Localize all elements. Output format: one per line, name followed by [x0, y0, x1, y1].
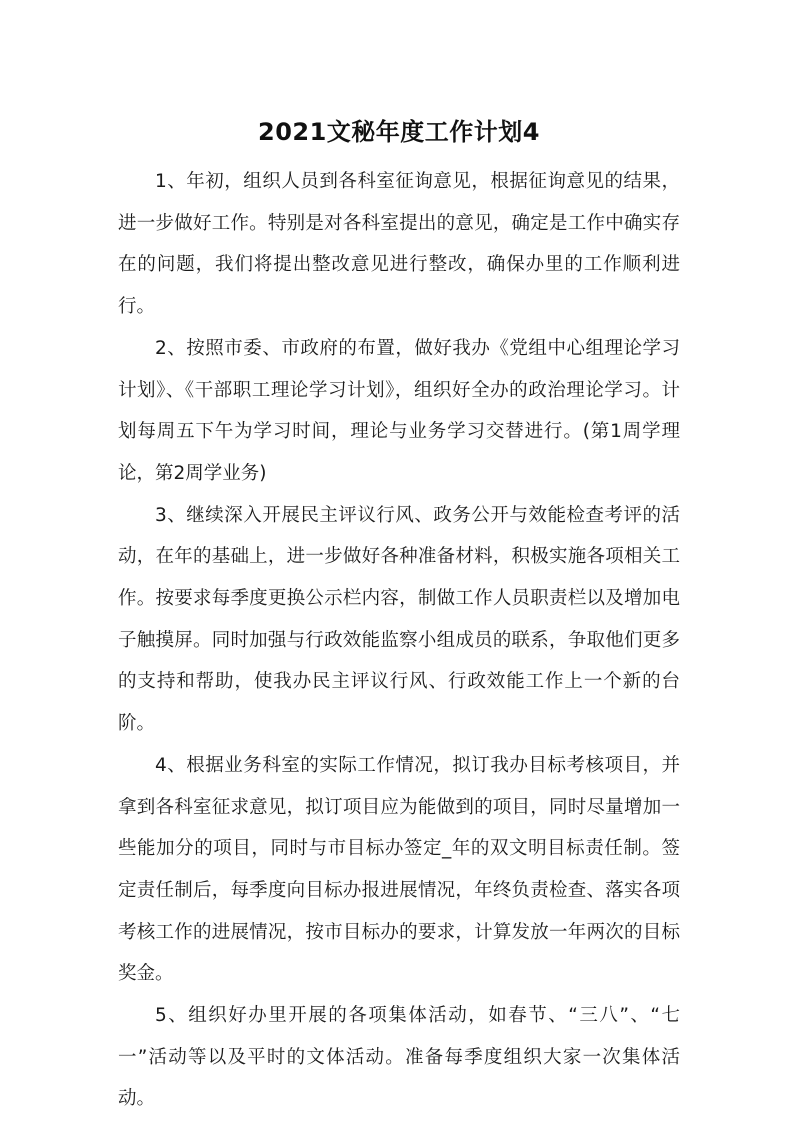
paragraph-5: 5、组织好办里开展的各项集体活动，如春节、“三八”、“七一”活动等以及平时的文体活动。准备每季度组织大家一次集体活动。 — [118, 1005, 680, 1110]
paragraph-2: 2、按照市委、市政府的布置，做好我办《党组中心组理论学习计划》、《干部职工理论学习计划》，组织好全办的政治理论学习。计划每周五下午为学习时间，理论与业务学习交替进行。(第1周学理论，第2周学业务) — [118, 337, 680, 484]
paragraph-1: 1、年初，组织人员到各科室征询意见，根据征询意见的结果，进一步做好工作。特别是对各科室提出的意见，确定是工作中确实存在的问题，我们将提出整改意见进行整改，确保办里的工作顺利进行。 — [118, 171, 680, 318]
paragraph-3: 3、继续深入开展民主评议行风、政务公开与效能检查考评的活动，在年的基础上，进一步做好各种准备材料，积极实施各项相关工作。按要求每季度更换公示栏内容，制做工作人员职责栏以及增加电子触摸屏。同时加强与行政效能监察小组成员的联系，争取他们更多的支持和帮助，使我办民主评议行风、行政效能工作上一个新的台阶。 — [118, 504, 680, 735]
paragraph-4: 4、根据业务科室的实际工作情况，拟订我办目标考核项目，并拿到各科室征求意见，拟订项目应为能做到的项目，同时尽量增加一些能加分的项目，同时与市目标办签定_年的双文明目标责任制。签定责任制后，每季度向目标办报进展情况，年终负责检查、落实各项考核工作的进展情况，按市目标办的要求，计算发放一年两次的目标奖金。 — [118, 754, 680, 985]
document-title: 2021文秘年度工作计划4 — [258, 118, 540, 146]
